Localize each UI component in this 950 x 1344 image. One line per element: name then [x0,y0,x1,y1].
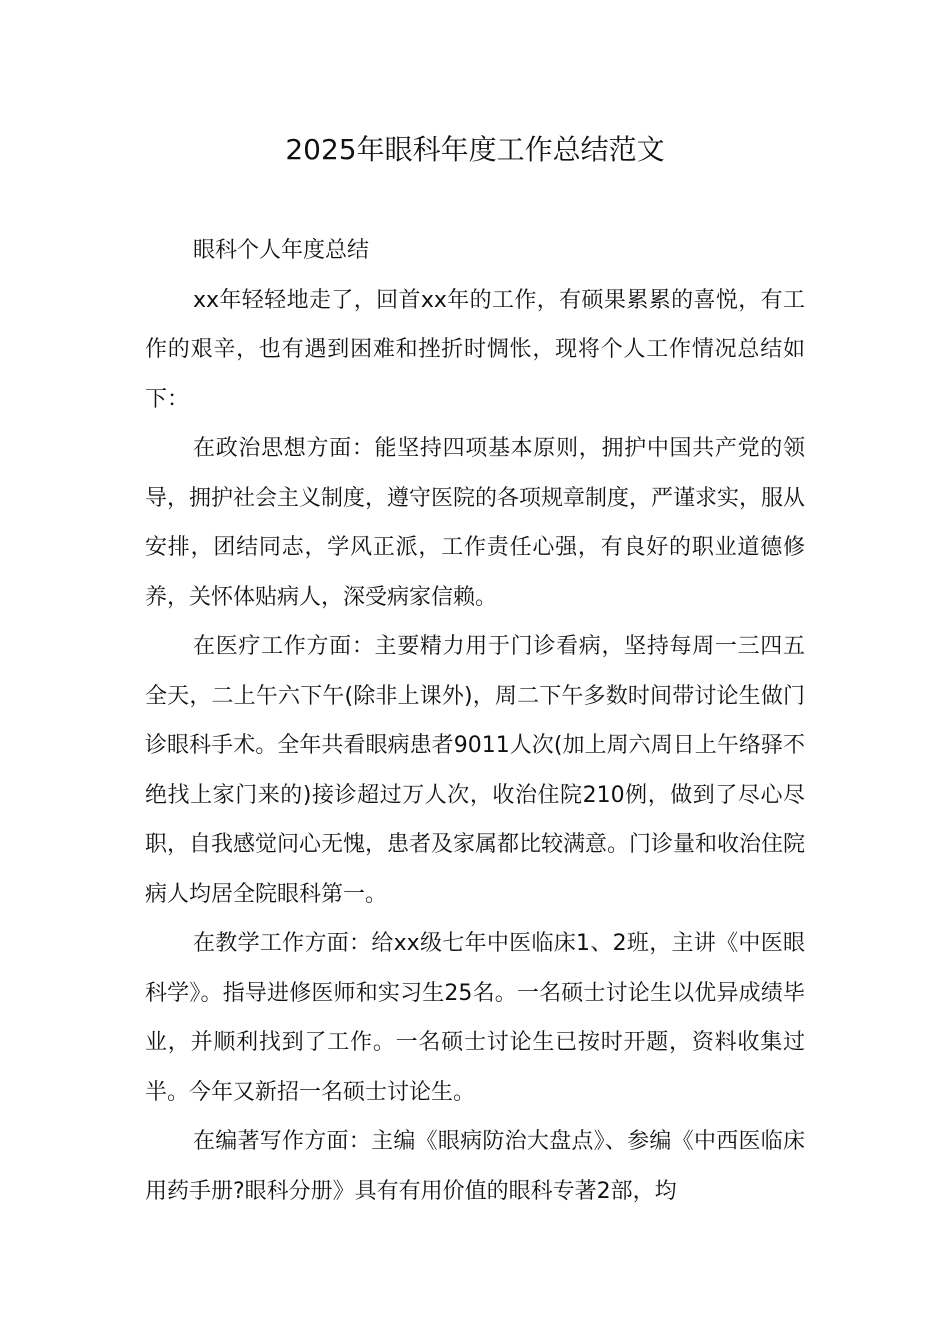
paragraph-writing: 在编著写作方面：主编《眼病防治大盘点》、参编《中西医临床用药手册?眼科分册》具有有用价值的眼科专著2部，均 [145,1129,805,1204]
document-title: 2025年眼科年度工作总结范文 [285,133,665,166]
paragraph-intro: xx年轻轻地走了，回首xx年的工作，有硕果累累的喜悦，有工作的艰辛，也有遇到困难和挫折时惆怅，现将个人工作情况总结如下： [145,287,805,412]
document-body [145,226,805,1216]
paragraph-heading: 眼科个人年度总结 [193,238,370,263]
paragraph-medical: 在医疗工作方面：主要精力用于门诊看病，坚持每周一三四五全天，二上午六下午(除非上课外)，周二下午多数时间带讨论生做门诊眼科手术。全年共看眼病患者9011人次(加上周六周日上午络驿不绝找上家门来的)接诊超过万人次，收治住院210例，做到了尽心尽职，自我感觉问心无愧，患者及家属都比较满意。门诊量和收治住院病人均居全院眼科第一。 [145,634,806,907]
paragraph-political: 在政治思想方面：能坚持四项基本原则，拥护中国共产党的领导，拥护社会主义制度，遵守医院的各项规章制度，严谨求实，服从安排，团结同志，学风正派，工作责任心强，有良好的职业道德修养，关怀体贴病人，深受病家信赖。 [145,436,806,610]
paragraph-teaching: 在教学工作方面：给xx级七年中医临床1、2班，主讲《中医眼科学》。指导进修医师和实习生25名。一名硕士讨论生以优异成绩毕业，并顺利找到了工作。一名硕士讨论生已按时开题，资料收集过半。今年又新招一名硕士讨论生。 [145,931,805,1105]
